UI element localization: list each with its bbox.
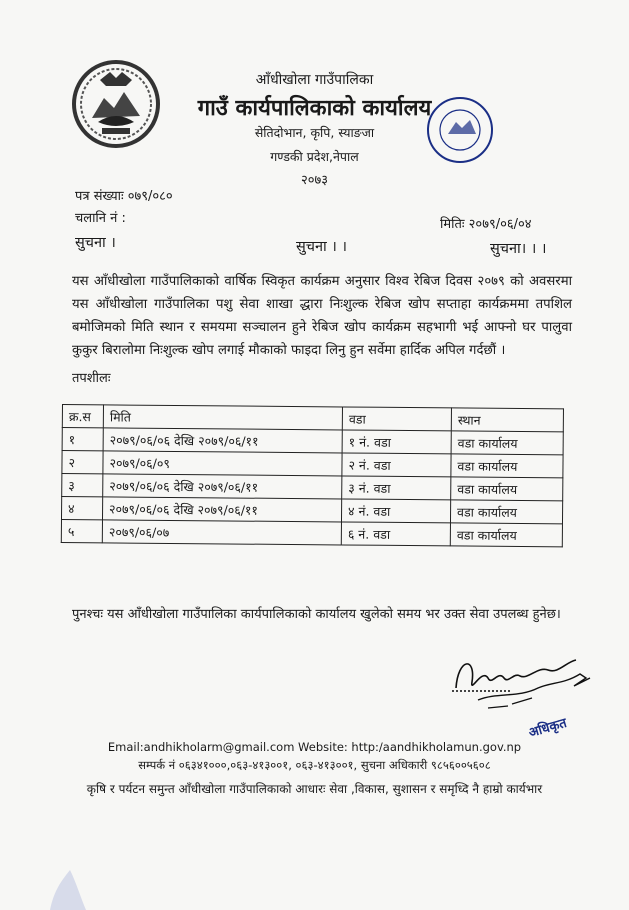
header-place: स्थान: [451, 408, 563, 432]
footer-email-website: Email:andhikholarm@gmail.com Website: http:/aandhikholamun.gov.np: [107, 740, 522, 754]
office-title: गाउँ कार्यपालिकाको कार्यालय: [197, 96, 432, 121]
cell-serial: २: [62, 451, 103, 474]
cell-date: २०७९/०६/०७: [102, 520, 341, 545]
cell-date: २०७९/०६/०६ देखि २०७९/०६/११: [103, 428, 342, 453]
header-ward: वडा: [342, 407, 451, 431]
notice-heading-3: सुचना। । ।: [490, 241, 547, 257]
header-date: मिति: [103, 405, 342, 430]
postscript-note: पुनश्चः यस आँधीखोला गाउँपालिका कार्यपालिकाको कार्यालय खुलेको समय भर उक्त सेवा उपलब्ध हुनेछ।: [72, 607, 561, 622]
cell-ward: ३ नं. वडा: [342, 476, 451, 500]
reference-number: पत्र संख्याः ०७९/०८०: [75, 189, 173, 204]
footer-motto: कृषि र पर्यटन समुन्त आँधीखोला गाउँपालिकाको आधारः सेवा ,विकास, सुशासन र समृध्दि नै हाम्रो कार्यभार: [86, 782, 543, 796]
established-year: २०७३: [300, 173, 329, 188]
cell-date: २०७९/०६/०९: [103, 451, 342, 476]
cell-serial: ४: [61, 497, 102, 520]
footer-phone: सम्पर्क नं ०६३४१०००,०६३-४१३००१, ०६३-४१३००१, सुचना अधिकारी ९८५६००५६०८: [138, 758, 491, 772]
notice-paragraph: यस आँधीखोला गाउँपालिकाको वार्षिक स्विकृत कार्यक्रम अनुसार विश्व रेबिज दिवस २०७९ को अवसरमा यस आँधीखोला गाउँपालिका पशु सेवा शाखा द्धारा निःशुल्क रेबिज खोप सप्ताहा कार्यक्रममा तपशिल बमोजिमको मिति स्थान र समयमा सञ्चालन हुने रेबिज खोप कार्यक्रम सहभागी भई आफ्नो घर पालुवा कुकुर बिरालोमा निःशुल्क खोप लगाई मौकाको फाइदा लिनु हुन सर्वेमा हार्दिक अपिल गर्दछौं ।: [72, 274, 572, 358]
dispatch-number: चलानि नं :: [75, 211, 126, 226]
cell-place: वडा कार्यालय: [450, 523, 562, 547]
signature-dotted-line: [452, 690, 510, 692]
cell-place: वडा कार्यालय: [451, 431, 563, 455]
notice-heading-2: सुचना । ।: [296, 239, 348, 255]
letter-date: मितिः २०७९/०६/०४: [440, 217, 532, 232]
cell-ward: २ नं. वडा: [342, 453, 451, 477]
cell-ward: १ नं. वडा: [342, 430, 451, 454]
table-row: [61, 519, 562, 546]
cell-serial: ५: [61, 519, 102, 542]
municipality-name: आँधीखोला गाउँपालिका: [255, 72, 374, 88]
office-address: सेतिदोभान, कृपि, स्याङजा: [254, 125, 375, 140]
cell-date: २०७९/०६/०६ देखि २०७९/०६/११: [103, 474, 342, 499]
handwritten-signature: [448, 648, 598, 718]
cell-ward: ४ नं. वडा: [341, 499, 450, 523]
cell-place: वडा कार्यालय: [450, 500, 562, 524]
ink-smudge: [40, 830, 100, 910]
cell-serial: १: [62, 428, 103, 451]
officer-title: अधिकृत: [527, 715, 569, 741]
cell-place: वडा कार्यालय: [451, 454, 563, 478]
province-line: गण्डकी प्रदेश,नेपाल: [270, 149, 359, 164]
cell-place: वडा कार्यालय: [451, 477, 563, 501]
cell-serial: ३: [62, 474, 103, 497]
vaccination-schedule-table: [61, 404, 564, 547]
details-label: तपशीलः: [72, 371, 111, 386]
cell-date: २०७९/०६/०६ देखि २०७९/०६/११: [102, 497, 341, 522]
cell-ward: ६ नं. वडा: [341, 522, 450, 546]
header-serial: क्र.स: [62, 405, 103, 428]
notice-heading-1: सुचना ।: [75, 235, 116, 251]
